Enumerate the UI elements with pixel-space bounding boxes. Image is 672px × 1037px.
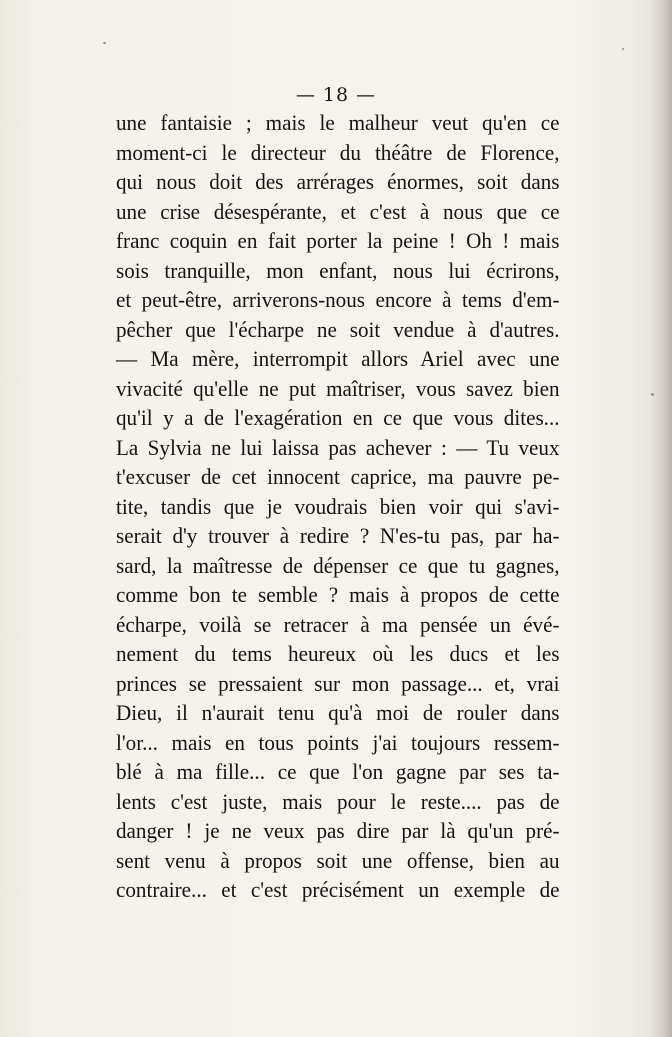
text-line: Dieu, il n'aurait tenu qu'à moi de rouler dans [116, 700, 560, 725]
text-line: sard, la maîtresse de dépenser ce que tu gagnes, [116, 552, 560, 578]
text-line: danger ! je ne veux pas dire par là qu'un pré- [116, 818, 560, 843]
page-edge-shadow [650, 0, 672, 1037]
text-line: et peut-être, arriverons-nous encore à tems d'em- [116, 287, 560, 312]
text-line: nement du tems heureux où les ducs et les [116, 641, 560, 666]
text-line: lents c'est juste, mais pour le reste.... pas de [116, 788, 560, 814]
text-line: comme bon te semble ? mais à propos de cette [116, 582, 560, 607]
text-line: — Ma mère, interrompit allors Ariel avec une [116, 346, 560, 371]
text-line: franc coquin en fait porter la peine ! Oh ! mais [116, 228, 560, 253]
text-line: sois tranquille, mon enfant, nous lui écrirons, [116, 257, 560, 283]
paper-speck [651, 393, 654, 396]
page-number: — 18 — [295, 84, 377, 106]
text-line: t'excuser de cet innocent caprice, ma pauvre pe- [116, 464, 560, 489]
paper-speck [622, 48, 624, 50]
text-line: qui nous doit des arrérages énormes, soit dans [116, 169, 560, 194]
text-line: l'or... mais en tous points j'ai toujours ressem- [116, 729, 560, 755]
text-line: La Sylvia ne lui laissa pas achever : — Tu veux [116, 434, 560, 460]
text-line: princes se pressaient sur mon passage... et, vrai [116, 670, 560, 696]
text-line: tite, tandis que je voudrais bien voir qui s'avi- [116, 493, 560, 519]
text-line: sent venu à propos soit une offense, bien au [116, 847, 560, 873]
text-line: serait d'y trouver à redire ? N'es-tu pas, par ha- [116, 523, 560, 548]
text-line: vivacité qu'elle ne put maîtriser, vous savez bien [116, 375, 560, 401]
text-line: une fantaisie ; mais le malheur veut qu'en ce [116, 110, 560, 135]
text-line: qu'il y a de l'exagération en ce que vous dites... [116, 405, 560, 430]
text-line: moment-ci le directeur du théâtre de Florence, [116, 139, 560, 165]
text-line: contraire... et c'est précisément un exemple de [116, 877, 560, 902]
text-line: écharpe, voilà se retracer à ma pensée un évé- [116, 611, 560, 637]
text-line: pêcher que l'écharpe ne soit vendue à d'autres. [116, 316, 560, 342]
text-line: une crise désespérante, et c'est à nous que ce [116, 198, 560, 224]
text-line: blé à ma fille... ce que l'on gagne par ses ta- [116, 759, 560, 784]
paper-speck [103, 42, 106, 44]
body-text [116, 108, 560, 905]
